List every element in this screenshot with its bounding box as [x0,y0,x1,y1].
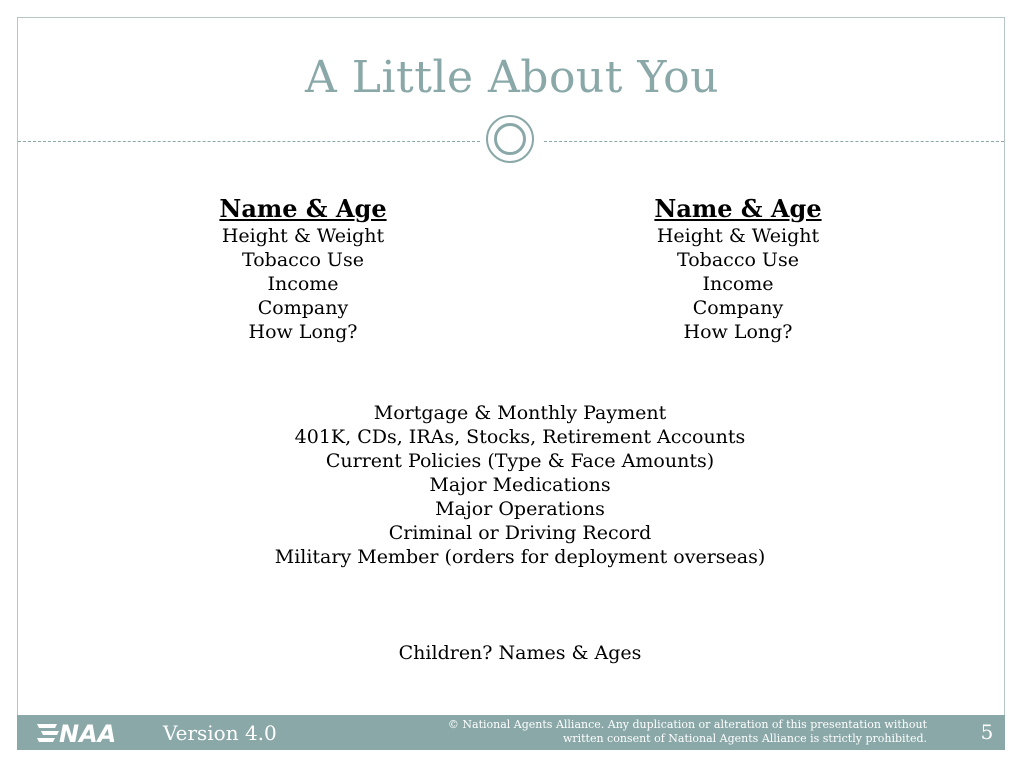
detail-item: Criminal or Driving Record [388,522,652,544]
right-column-heading: Name & Age [654,194,822,223]
left-column-item: Company [257,297,349,319]
naa-logo-icon [35,718,135,746]
right-column-item: Income [702,273,774,295]
copyright-line-1: © National Agents Alliance. Any duplication or alteration of this presentation without [447,718,927,731]
right-column-item: Height & Weight [656,225,820,247]
left-column-item: Tobacco Use [242,249,364,271]
left-person-column [153,194,453,344]
left-column-item: Height & Weight [221,225,385,247]
detail-item: Major Operations [435,498,605,520]
left-column-heading: Name & Age [219,194,387,223]
footer-bar [17,715,1005,750]
right-column-item: Company [692,297,784,319]
detail-item: Military Member (orders for deployment overseas) [274,546,766,568]
right-person-column [588,194,888,344]
divider-line-left [18,141,480,142]
slide-title: A Little About You [304,52,719,103]
financial-details-list [120,401,920,569]
logo-text: NAA [59,720,117,746]
detail-item: Mortgage & Monthly Payment [373,402,667,424]
copyright-notice [417,718,927,746]
left-column-item: Income [267,273,339,295]
right-column-item: How Long? [683,321,793,343]
page-number: 5 [980,720,994,744]
divider-ring-icon [486,115,534,163]
children-prompt: Children? Names & Ages [398,642,642,664]
divider-line-right [544,141,1004,142]
left-column-item: How Long? [248,321,358,343]
version-label: Version 4.0 [163,721,277,745]
detail-item: 401K, CDs, IRAs, Stocks, Retirement Accounts [294,426,746,448]
right-column-item: Tobacco Use [677,249,799,271]
detail-item: Current Policies (Type & Face Amounts) [325,450,715,472]
detail-item: Major Medications [429,474,611,496]
divider-ring-inner [494,123,526,155]
copyright-line-2: written consent of National Agents Alliance is strictly prohibited. [562,732,927,745]
